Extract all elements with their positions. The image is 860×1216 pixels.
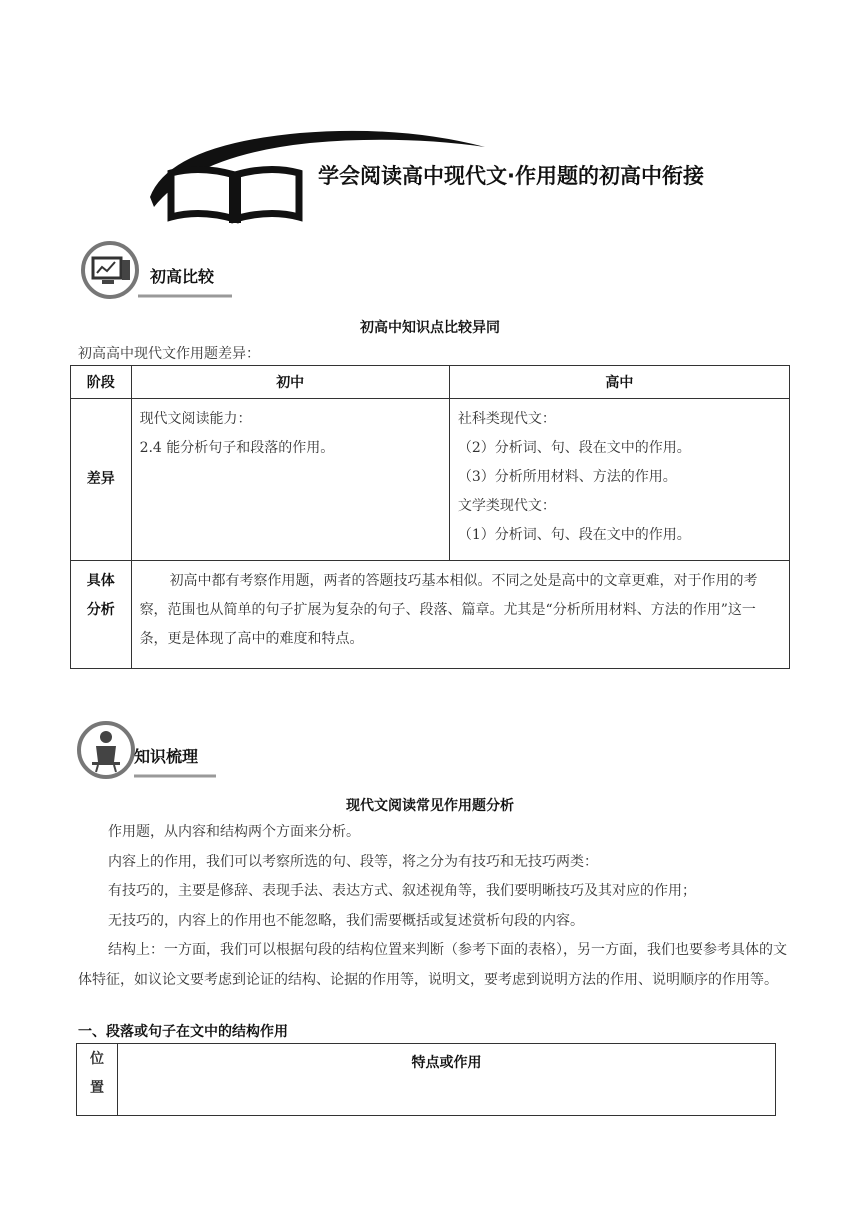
section-subtitle-compare: 初高中知识点比较异同 bbox=[360, 320, 500, 336]
senior-line: （2）分析词、句、段在文中的作用。 bbox=[457, 440, 691, 456]
structure-heading: 一、段落或句子在文中的结构作用 bbox=[78, 1024, 288, 1040]
structure-table bbox=[76, 1043, 776, 1116]
analysis-text: 初高中都有考察作用题，两者的答题技巧基本相似。不同之处是高中的文章更难，对于作用的考察，范围也从简单的句子扩展为复杂的句子、段落、篇章。尤其是“分析所用材料、方法的作用”这一条，更是体现了高中的难度和特点。 bbox=[139, 573, 758, 647]
section-label-knowledge: 知识梳理 bbox=[134, 747, 199, 766]
section-subtitle-knowledge: 现代文阅读常见作用题分析 bbox=[346, 798, 514, 814]
paragraph: 有技巧的，主要是修辞、表现手法、表达方式、叙述视角等，我们要明晰技巧及其对应的作用； bbox=[108, 883, 696, 899]
table-header-row bbox=[77, 1044, 776, 1116]
table-header-row bbox=[71, 366, 790, 399]
analysis-cell bbox=[131, 561, 789, 669]
senior-line: （3）分析所用材料、方法的作用。 bbox=[457, 469, 677, 485]
paragraph: 内容上的作用，我们可以考察所选的句、段等，将之分为有技巧和无技巧两类： bbox=[108, 853, 598, 870]
column-header-position: 位 置 bbox=[77, 1044, 118, 1116]
junior-line: 现代文阅读能力： bbox=[139, 411, 252, 427]
column-header-junior: 初中 bbox=[131, 366, 449, 399]
junior-cell bbox=[131, 399, 449, 561]
section-label-compare: 初高比较 bbox=[150, 267, 215, 286]
paragraph: 无技巧的，内容上的作用也不能忽略，我们需要概括或复述赏析句段的内容。 bbox=[108, 912, 584, 929]
intro-text: 初高高中现代文作用题差异： bbox=[78, 346, 260, 362]
paragraph: 结构上：一方面，我们可以根据句段的结构位置来判断（参考下面的表格），另一方面，我们也要参考具体的文体特征，如议论文要考虑到论证的结构、论据的作用等，说明文，要考虑到说明方法的作用、说明顺序的作用等。 bbox=[78, 942, 787, 988]
comparison-table bbox=[70, 365, 790, 669]
page-title: 学会阅读高中现代文·作用题的初高中衔接 bbox=[318, 164, 704, 188]
senior-line: （1）分析词、句、段在文中的作用。 bbox=[457, 527, 691, 543]
senior-line: 文学类现代文： bbox=[457, 498, 556, 514]
column-header-stage: 阶段 bbox=[71, 366, 132, 399]
row-header-analysis: 具体 分析 bbox=[71, 561, 132, 669]
column-header-senior: 高中 bbox=[449, 366, 789, 399]
column-header-feature: 特点或作用 bbox=[118, 1044, 776, 1116]
junior-line: 2.4 能分析句子和段落的作用。 bbox=[139, 440, 335, 456]
table-row-analysis bbox=[71, 561, 790, 669]
row-header-difference: 差异 bbox=[71, 399, 132, 561]
senior-line: 社科类现代文： bbox=[457, 411, 556, 427]
knowledge-paragraphs bbox=[78, 818, 790, 995]
table-row-difference bbox=[71, 399, 790, 561]
senior-cell bbox=[449, 399, 789, 561]
paragraph: 作用题，从内容和结构两个方面来分析。 bbox=[108, 824, 360, 840]
